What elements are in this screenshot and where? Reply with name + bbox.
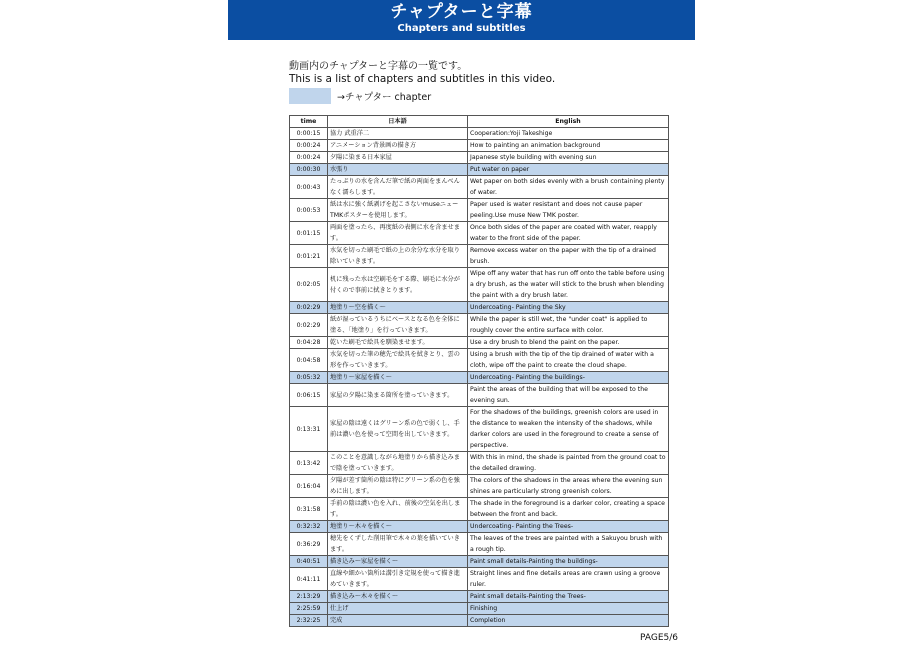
title-banner xyxy=(228,0,695,40)
time-cell: 0:06:15 xyxy=(290,384,328,407)
time-cell: 0:41:11 xyxy=(290,568,328,591)
jp-cell: 完成 xyxy=(328,615,468,627)
jp-cell: 夕陽が差す箇所の陰は特にグリーン系の色を強めに出します。 xyxy=(328,475,468,498)
jp-cell: 水張り xyxy=(328,164,468,176)
time-cell: 0:02:05 xyxy=(290,268,328,302)
banner-title-en: Chapters and subtitles xyxy=(397,23,526,34)
table-row xyxy=(290,475,669,498)
table-row xyxy=(290,349,669,372)
jp-cell: 両面を塗ったら、再度紙の表側に水を含ませます。 xyxy=(328,222,468,245)
time-cell: 0:00:24 xyxy=(290,140,328,152)
time-cell: 0:00:53 xyxy=(290,199,328,222)
banner-title-jp: チャプターと字幕 xyxy=(390,2,533,22)
chapter-row xyxy=(290,591,669,603)
time-cell: 0:02:29 xyxy=(290,302,328,314)
table-row xyxy=(290,533,669,556)
time-cell: 0:00:43 xyxy=(290,176,328,199)
time-cell: 2:32:25 xyxy=(290,615,328,627)
jp-cell: 机に残った水は空刷毛をする際、刷毛に水分が付くので事前に拭きとります。 xyxy=(328,268,468,302)
en-cell: While the paper is still wet, the "under coat" is applied to roughly cover the entire surface with color. xyxy=(468,314,669,337)
en-cell: For the shadows of the buildings, greenish colors are used in the distance to weaken the intensity of the shadows, while darker colors are used in the foreground to create a sense of perspective. xyxy=(468,407,669,452)
chapter-row xyxy=(290,302,669,314)
jp-cell: 家屋の陰は遠くはグリーン系の色で弱くし、手前は濃い色を使って空間を出していきます。 xyxy=(328,407,468,452)
header-en: English xyxy=(468,116,669,128)
time-cell: 2:25:59 xyxy=(290,603,328,615)
jp-cell: 協力 武重洋二 xyxy=(328,128,468,140)
table-row xyxy=(290,140,669,152)
time-cell: 0:00:24 xyxy=(290,152,328,164)
jp-cell: 水気を切った刷毛で紙の上の余分な水分を取り除いていきます。 xyxy=(328,245,468,268)
time-cell: 0:13:31 xyxy=(290,407,328,452)
time-cell: 0:01:15 xyxy=(290,222,328,245)
jp-cell: 地塗り～木々を描く～ xyxy=(328,521,468,533)
en-cell: With this in mind, the shade is painted from the ground coat to the detailed drawing. xyxy=(468,452,669,475)
time-cell: 0:02:29 xyxy=(290,314,328,337)
jp-cell: 地塗り～家屋を描く～ xyxy=(328,372,468,384)
subtitle-table xyxy=(289,115,669,627)
jp-cell: 穂先をくずした削用筆で木々の葉を描いていきます。 xyxy=(328,533,468,556)
chapter-row xyxy=(290,615,669,627)
time-cell: 0:40:51 xyxy=(290,556,328,568)
time-cell: 0:36:29 xyxy=(290,533,328,556)
jp-cell: 仕上げ xyxy=(328,603,468,615)
table-body xyxy=(290,128,669,627)
jp-cell: 紙は水に強く紙剥げを起こさないmuseニューTMKポスターを使用します。 xyxy=(328,199,468,222)
en-cell: Paper used is water resistant and does not cause paper peeling.Use muse New TMK poster. xyxy=(468,199,669,222)
table-row xyxy=(290,384,669,407)
legend-label: →チャプター chapter xyxy=(337,92,432,103)
time-cell: 0:31:58 xyxy=(290,498,328,521)
en-cell: Wet paper on both sides evenly with a brush containing plenty of water. xyxy=(468,176,669,199)
jp-cell: たっぷりの水を含んだ筆で紙の両面をまんべんなく濡らします。 xyxy=(328,176,468,199)
legend-swatch xyxy=(289,88,331,104)
en-cell: Finishing xyxy=(468,603,669,615)
table-row xyxy=(290,268,669,302)
time-cell: 0:04:58 xyxy=(290,349,328,372)
table-row xyxy=(290,407,669,452)
table-row xyxy=(290,199,669,222)
table-row xyxy=(290,498,669,521)
intro-jp: 動画内のチャプターと字幕の一覧です。 xyxy=(289,61,468,72)
en-cell: Using a brush with the tip of the tip drained of water with a cloth, wipe off the paint to create the cloud shape. xyxy=(468,349,669,372)
jp-cell: 直線や細かい箇所は溝引き定規を使って描き進めていきます。 xyxy=(328,568,468,591)
jp-cell: 乾いた刷毛で絵具を馴染ませます。 xyxy=(328,337,468,349)
en-cell: Paint the areas of the building that will be exposed to the evening sun. xyxy=(468,384,669,407)
intro-en: This is a list of chapters and subtitles in this video. xyxy=(289,73,556,85)
chapter-row xyxy=(290,556,669,568)
time-cell: 0:00:15 xyxy=(290,128,328,140)
table-row xyxy=(290,222,669,245)
jp-cell: アニメーション背景画の描き方 xyxy=(328,140,468,152)
en-cell: Undercoating- Painting the Sky xyxy=(468,302,669,314)
en-cell: Put water on paper xyxy=(468,164,669,176)
en-cell: Undercoating- Painting the Trees- xyxy=(468,521,669,533)
jp-cell: 地塗り～空を描く～ xyxy=(328,302,468,314)
en-cell: Paint small details-Painting the buildings- xyxy=(468,556,669,568)
jp-cell: 描き込み～木々を描く～ xyxy=(328,591,468,603)
jp-cell: 手前の陰は濃い色を入れ、前後の空気を出します。 xyxy=(328,498,468,521)
table-row xyxy=(290,568,669,591)
en-cell: Once both sides of the paper are coated with water, reapply water to the front side of the paper. xyxy=(468,222,669,245)
table-row xyxy=(290,314,669,337)
en-cell: Japanese style building with evening sun xyxy=(468,152,669,164)
time-cell: 0:00:30 xyxy=(290,164,328,176)
jp-cell: このことを意識しながら地塗りから描き込みまで陰を塗っていきます。 xyxy=(328,452,468,475)
en-cell: The colors of the shadows in the areas where the evening sun shines are particularly strong greenish colors. xyxy=(468,475,669,498)
time-cell: 0:16:04 xyxy=(290,475,328,498)
en-cell: Paint small details-Painting the Trees- xyxy=(468,591,669,603)
table-row xyxy=(290,152,669,164)
en-cell: Remove excess water on the paper with the tip of a drained brush. xyxy=(468,245,669,268)
chapter-row xyxy=(290,521,669,533)
table-header-row xyxy=(290,116,669,128)
en-cell: Completion xyxy=(468,615,669,627)
chapter-legend xyxy=(289,88,431,104)
header-time: time xyxy=(290,116,328,128)
en-cell: Undercoating- Painting the buildings- xyxy=(468,372,669,384)
chapter-row xyxy=(290,372,669,384)
en-cell: Use a dry brush to blend the paint on the paper. xyxy=(468,337,669,349)
header-jp: 日本語 xyxy=(328,116,468,128)
table-row xyxy=(290,337,669,349)
en-cell: How to painting an animation background xyxy=(468,140,669,152)
time-cell: 0:32:32 xyxy=(290,521,328,533)
en-cell: Straight lines and fine details areas are crawn using a groove ruler. xyxy=(468,568,669,591)
jp-cell: 水気を切った筆の穂先で絵具を拭きとり、雲の形を作っていきます。 xyxy=(328,349,468,372)
jp-cell: 家屋の夕陽に染まる箇所を塗っていきます。 xyxy=(328,384,468,407)
intro-text xyxy=(289,60,555,86)
jp-cell: 夕陽に染まる日本家屋 xyxy=(328,152,468,164)
jp-cell: 描き込み～家屋を描く～ xyxy=(328,556,468,568)
time-cell: 0:05:32 xyxy=(290,372,328,384)
chapter-row xyxy=(290,164,669,176)
chapter-row xyxy=(290,603,669,615)
page-number: PAGE5/6 xyxy=(640,633,678,643)
jp-cell: 紙が湿っているうちにベースとなる色を全体に塗る、「地塗り」を行っていきます。 xyxy=(328,314,468,337)
time-cell: 2:13:29 xyxy=(290,591,328,603)
en-cell: Cooperation:Yoji Takeshige xyxy=(468,128,669,140)
en-cell: Wipe off any water that has run off onto the table before using a dry brush, as the water will stick to the brush when blending the paint with a dry brush later. xyxy=(468,268,669,302)
table-row xyxy=(290,245,669,268)
table-row xyxy=(290,452,669,475)
table-row xyxy=(290,176,669,199)
time-cell: 0:13:42 xyxy=(290,452,328,475)
en-cell: The shade in the foreground is a darker color, creating a space between the front and back. xyxy=(468,498,669,521)
time-cell: 0:01:21 xyxy=(290,245,328,268)
table-row xyxy=(290,128,669,140)
en-cell: The leaves of the trees are painted with a Sakuyou brush with a rough tip. xyxy=(468,533,669,556)
time-cell: 0:04:28 xyxy=(290,337,328,349)
